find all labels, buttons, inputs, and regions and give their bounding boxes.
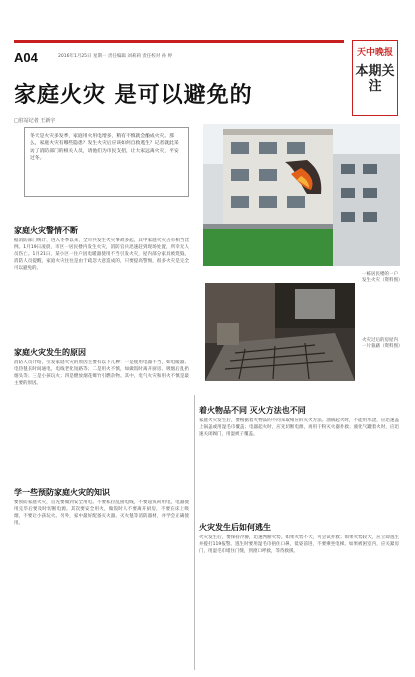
burned-room-photo (205, 283, 355, 381)
photo-caption-2: 火灾过后的房屋内一片狼藉（资料图） (362, 338, 403, 349)
column-divider (194, 395, 195, 670)
page-number: A04 (14, 50, 38, 65)
section-body: 家庭火灾发生后，要根据着火物品的不同采取相应的灭火方法。油锅起火时，不能用水浇，应迅速盖上锅盖或用湿毛巾覆盖；电器起火时，应先切断电源，再用干粉灭火器扑救；液化气罐着火时，应迅速关闭阀门，用湿被子覆盖。 (199, 418, 399, 437)
section-heading: 家庭火灾发生的原因 (14, 348, 86, 357)
section-heading: 火灾发生后如何逃生 (199, 523, 271, 532)
lead-paragraph: 冬天是火灾多发季，家庭用火用电增多，稍有不慎就会酿成火灾。那么，家庭火灾有哪些隐患？发生火灾后应该如何自救逃生？记者就此采访了消防部门的相关人员，请他们为市民支招，让大家远离火灾，平安过冬。 (24, 127, 189, 197)
section-body: 火灾发生后，要保持冷静，迅速判断火势。如果火势不大，可尝试扑救；如果火势较大，应立即逃生并拨打119报警。逃生时要用湿毛巾捂住口鼻，低姿前进，不要乘坐电梯。如果被困室内，应关紧房门，用湿毛巾堵住门缝，到窗口呼救，等待救援。 (199, 535, 399, 554)
column-badge (352, 40, 398, 116)
brand-logo: 天中晚报 (356, 48, 393, 58)
section-heading: 着火物品不同 灭火方法也不同 (199, 406, 306, 415)
section-heading: 学一些预防家庭火灾的知识 (14, 488, 110, 497)
date-line: 2016年1月25日 星期一 责任编辑 刘莉莉 责任校对 孙 婷 (58, 54, 173, 59)
section-body: 据消防部门统计，进入冬季以来，全市共发生火灾事故多起，其中家庭火灾占有相当比例。1月19日凌晨，市区一居民楼内发生火灾，消防官兵迅速赶到现场处置，所幸无人员伤亡。1月21日，某小区一住户因电暖器使用不当引发火灾，屋内部分家具被烧毁。消防人员提醒，家庭火灾往往是由于疏忽大意造成的，只要提高警惕，很多火灾是完全可以避免的。 (14, 238, 189, 271)
column-label: 本期关注 (355, 64, 395, 94)
top-rule (14, 40, 344, 43)
headline: 家庭火灾 是可以避免的 (14, 83, 253, 108)
byline: □驻站记者 王新宇 (14, 118, 56, 124)
section-heading: 家庭火灾警情不断 (14, 226, 78, 235)
photo-caption-1: 一栋居民楼的一户发生火灾（资料图） (362, 272, 403, 283)
building-fire-photo (203, 124, 400, 266)
section-body: 要预防家庭火灾，首先要做到安全用电。不要私拉乱接电线，不要超负荷用电，电器使用完毕后要及时切断电源。其次要安全用火，做饭时人不要离开厨房，不要在床上吸烟，不要让小孩玩火。另外，家中最好配备灭火器、灭火毯等消防器材，并学会正确使用。 (14, 500, 189, 526)
section-body: 消防人员介绍，引发家庭火灾的原因主要有以下几种：一是使用电器不当，如电暖器、电热毯长时间通电，电线老化短路等；二是用火不慎，如做饭时离开厨房、吸烟后乱扔烟头等；三是小孩玩火；四是燃放烟花爆竹引燃杂物。其中，电气火灾和用火不慎是最主要的原因。 (14, 360, 189, 386)
